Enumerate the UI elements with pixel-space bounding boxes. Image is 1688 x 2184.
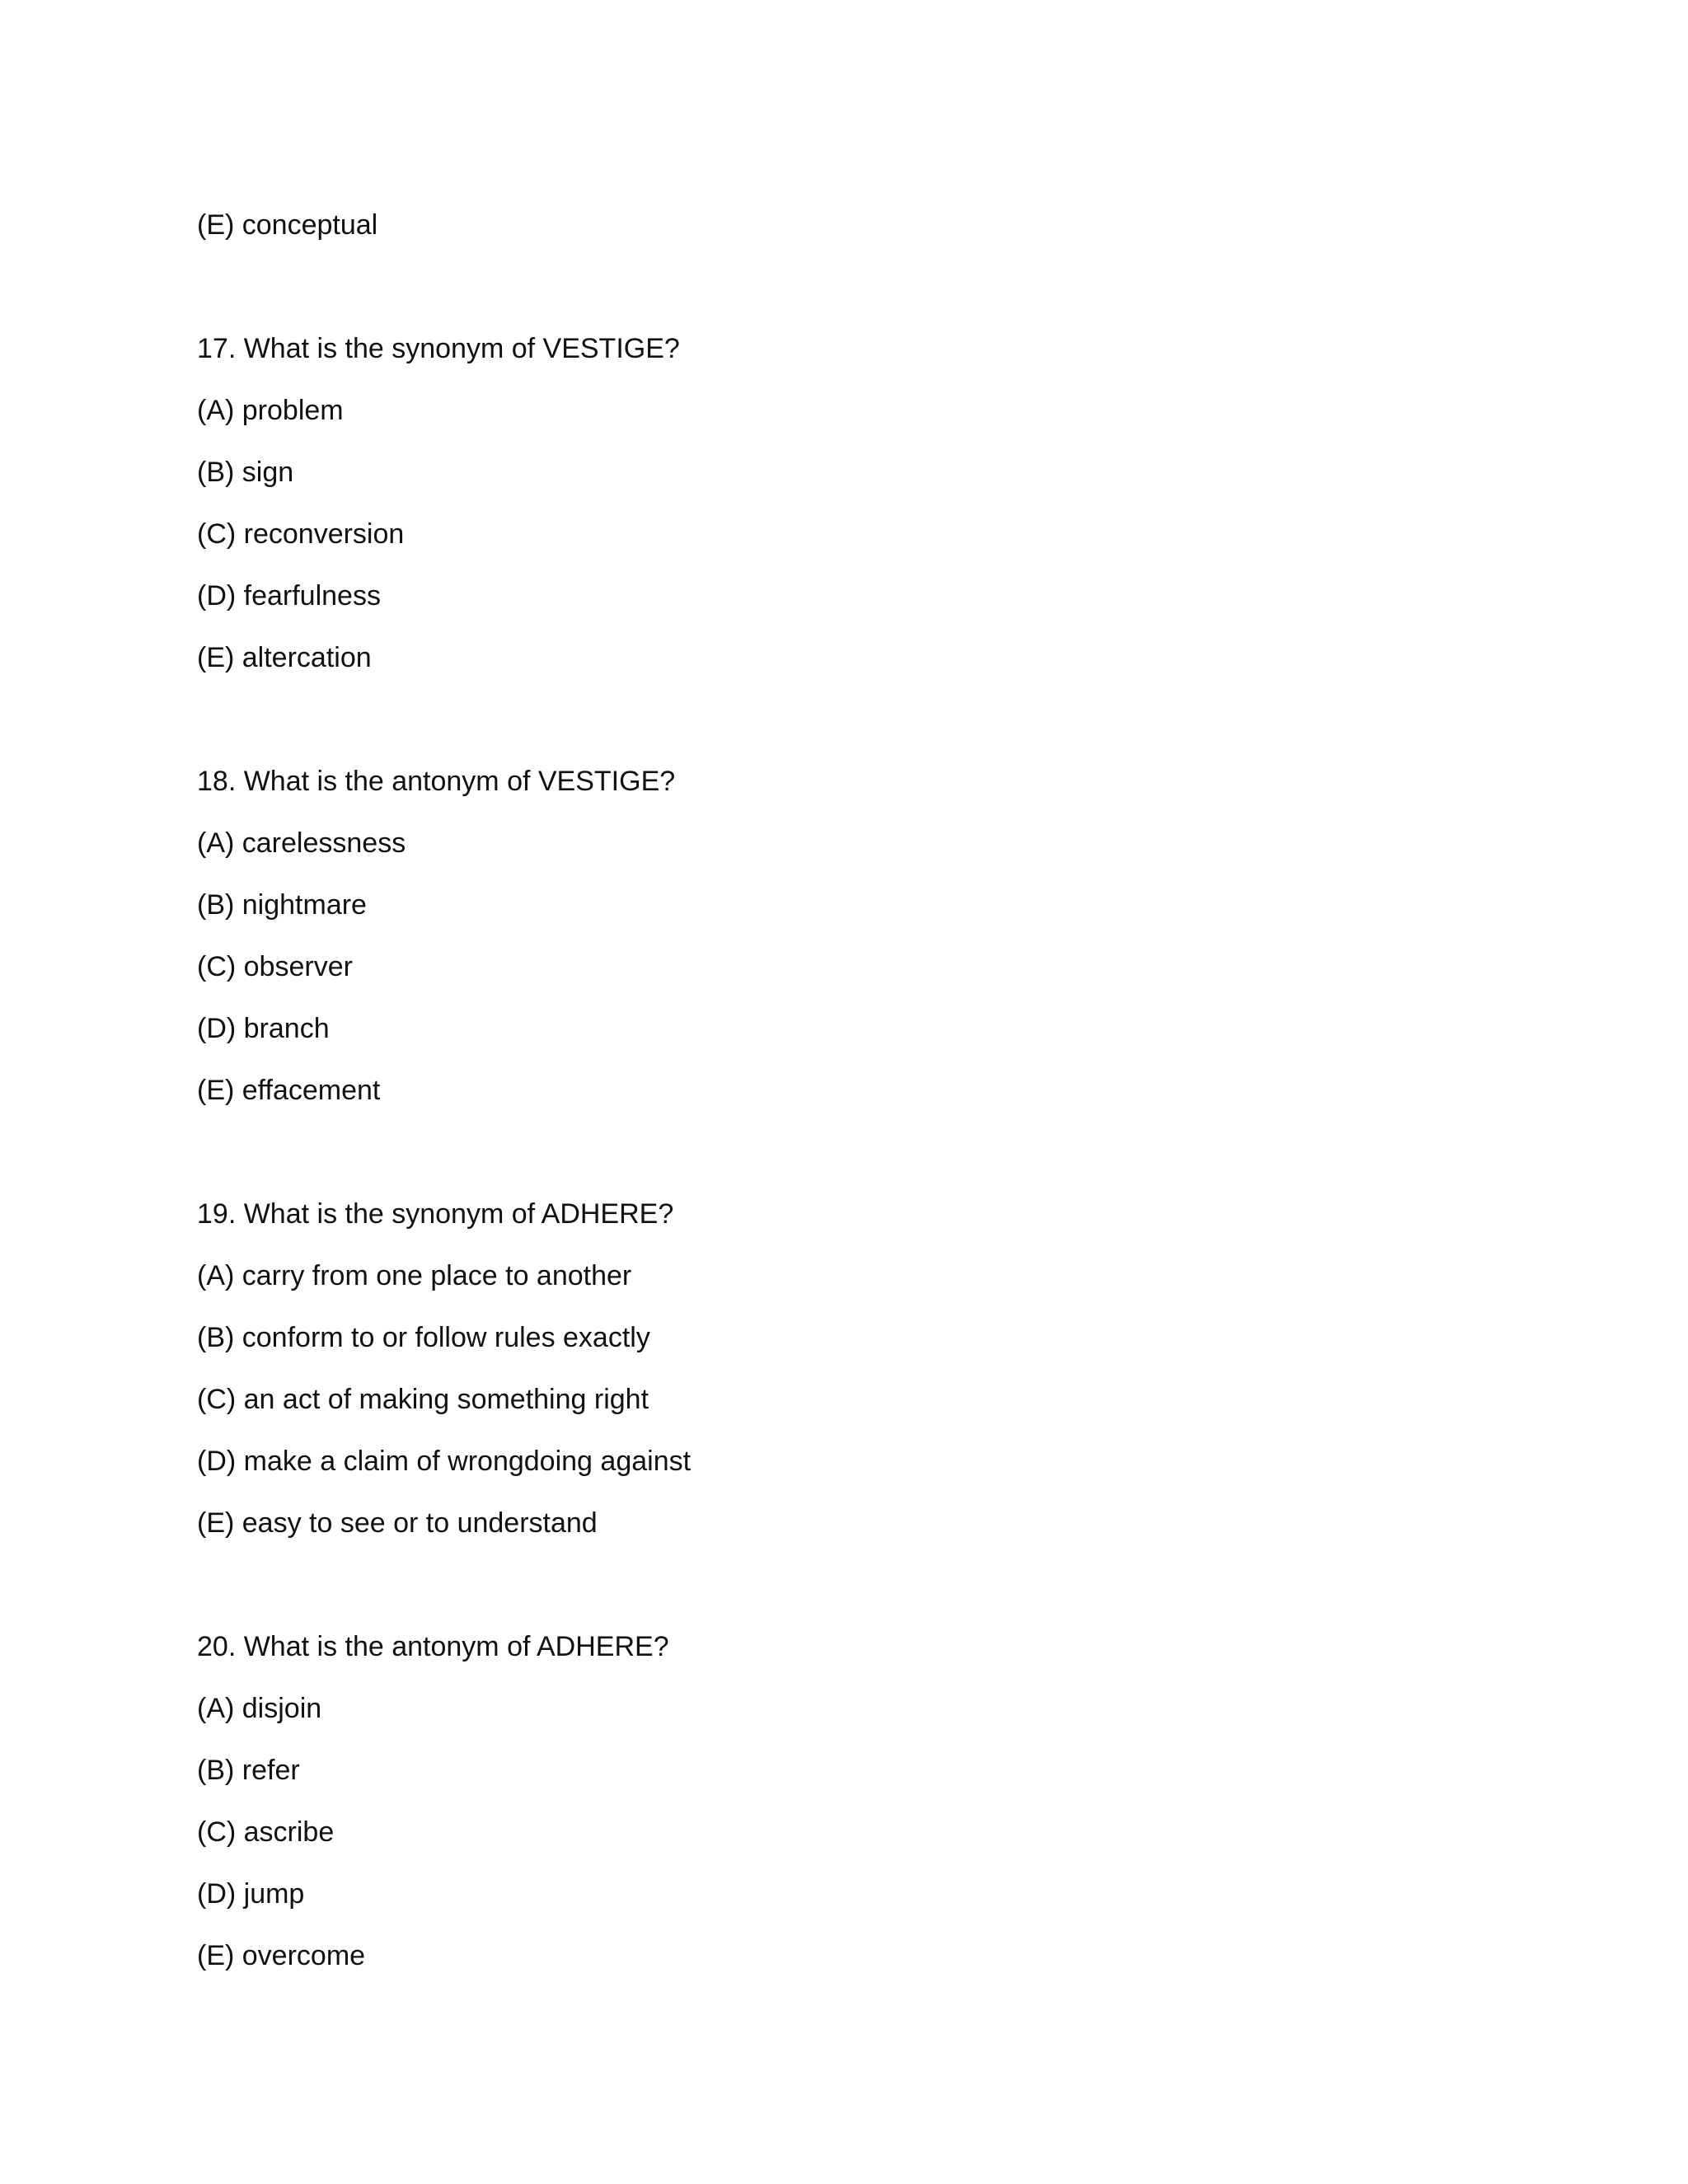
option-text: (A) disjoin <box>197 1693 322 1724</box>
question-block <box>197 1183 1516 1554</box>
option-text: (A) problem <box>197 395 344 426</box>
option-text: (B) refer <box>197 1755 300 1786</box>
option-text: (A) carry from one place to another <box>197 1260 632 1291</box>
option-text: (E) altercation <box>197 642 372 673</box>
question-text: 19. What is the synonym of ADHERE? <box>197 1198 674 1230</box>
option-text: (E) effacement <box>197 1075 381 1106</box>
option-text: (C) ascribe <box>197 1816 335 1848</box>
spacer <box>197 1122 1516 1183</box>
option-text: (D) make a claim of wrongdoing against <box>197 1446 692 1477</box>
option-text: (D) fearfulness <box>197 580 381 612</box>
option-text: (C) observer <box>197 951 353 982</box>
question-text: 17. What is the synonym of VESTIGE? <box>197 333 680 364</box>
option-text: (D) branch <box>197 1013 330 1044</box>
question-block <box>197 751 1516 1122</box>
spacer <box>197 689 1516 751</box>
question-block <box>197 1616 1516 1987</box>
option-text: (C) reconversion <box>197 518 405 550</box>
option-text: (D) jump <box>197 1878 305 1910</box>
option-text: (C) an act of making something right <box>197 1384 649 1415</box>
option-text: (E) overcome <box>197 1940 366 1971</box>
question-text: 18. What is the antonym of VESTIGE? <box>197 766 676 797</box>
option-text: (B) nightmare <box>197 889 367 921</box>
spacer <box>197 256 1516 318</box>
option-text: (A) carelessness <box>197 827 406 859</box>
option-text: (B) sign <box>197 457 294 488</box>
option-text: (E) easy to see or to understand <box>197 1507 598 1539</box>
question-text: 20. What is the antonym of ADHERE? <box>197 1631 669 1662</box>
document-content <box>197 194 1516 1987</box>
question-block <box>197 318 1516 689</box>
spacer <box>197 1554 1516 1616</box>
option-text: (E) conceptual <box>197 209 378 241</box>
option-text: (B) conform to or follow rules exactly <box>197 1322 650 1353</box>
